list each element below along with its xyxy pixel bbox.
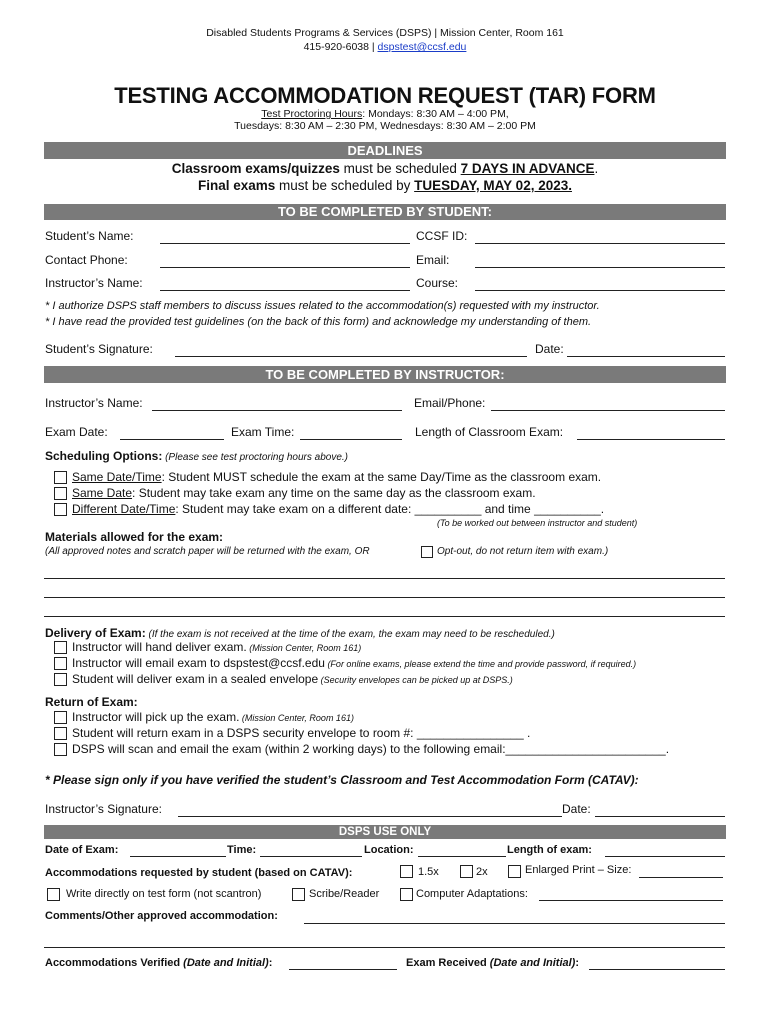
- accommodations-verified-colon: :: [268, 957, 273, 969]
- exam-date-label: Exam Date:: [45, 425, 108, 439]
- opt-out-checkbox[interactable]: [421, 546, 433, 558]
- student-instructor-field[interactable]: [160, 290, 410, 291]
- delivery-label: Delivery of Exam:: [45, 626, 146, 640]
- scan-email-checkbox[interactable]: [54, 743, 67, 756]
- ccsf-id-label: CCSF ID:: [416, 229, 468, 243]
- accommodations-verified-label: [45, 957, 272, 969]
- write-directly-checkbox[interactable]: [47, 888, 60, 901]
- same-date-text: : Student may take exam any time on the same day as the classroom exam.: [132, 486, 536, 500]
- instructor-email-phone-field[interactable]: [491, 410, 725, 411]
- scheduling-options-label: Scheduling Options:: [45, 449, 163, 463]
- student-date-label: Date:: [535, 342, 564, 356]
- comments-label: Comments/Other approved accommodation:: [45, 910, 278, 922]
- scribe-reader-label: Scribe/Reader: [309, 888, 380, 900]
- hand-deliver-text: Instructor will hand deliver exam.: [72, 640, 247, 654]
- deadline-classroom-period: .: [594, 161, 599, 176]
- student-name-label: Student’s Name:: [45, 229, 134, 243]
- opt-out-label: Opt-out, do not return item with exam.): [437, 546, 609, 557]
- exam-length-field[interactable]: [577, 439, 725, 440]
- exam-received-colon: :: [575, 957, 580, 969]
- student-name-field[interactable]: [160, 243, 410, 244]
- deadlines-heading: DEADLINES: [44, 142, 726, 159]
- write-directly-label: Write directly on test form (not scantron): [66, 888, 262, 900]
- student-date-field[interactable]: [567, 356, 725, 357]
- time-1-5x-checkbox[interactable]: [400, 865, 413, 878]
- materials-heading: Materials allowed for the exam:: [45, 530, 224, 544]
- hand-deliver-option: [72, 640, 361, 654]
- student-email-label: Email:: [416, 253, 450, 267]
- deadline-final-label: Final exams: [198, 178, 276, 193]
- proctoring-hours-line2: Tuesdays: 8:30 AM – 2:30 PM, Wednesdays: 8:30 AM – 2:00 PM: [234, 120, 536, 132]
- time-2x-label: 2x: [476, 866, 488, 878]
- course-label: Course:: [416, 276, 459, 290]
- guidelines-statement: * I have read the provided test guidelines (on the back of this form) and acknowledge my understanding of them.: [45, 316, 592, 328]
- computer-adaptations-field[interactable]: [539, 900, 723, 901]
- exam-received-label: [406, 957, 579, 969]
- exam-length-label: Length of Classroom Exam:: [415, 425, 564, 439]
- instructor-signature-label: Instructor’s Signature:: [45, 802, 162, 816]
- different-datetime-checkbox[interactable]: [54, 503, 67, 516]
- sign-verification-note: * Please sign only if you have verified the student’s Classroom and Test Accommodation Form (CATAV):: [45, 773, 639, 787]
- computer-adaptations-checkbox[interactable]: [400, 888, 413, 901]
- accommodations-verified-text: Accommodations Verified: [45, 957, 184, 969]
- scheduling-options-heading: [45, 449, 348, 463]
- different-datetime-label: Different Date/Time: [72, 502, 176, 516]
- delivery-note: (If the exam is not received at the time of the exam, the exam may need to be rescheduled.): [145, 629, 555, 640]
- ccsf-id-field[interactable]: [475, 243, 725, 244]
- dsps-location-field[interactable]: [418, 856, 506, 857]
- scheduling-options-note: (Please see test proctoring hours above.): [162, 452, 348, 463]
- header-email-link[interactable]: dspstest@ccsf.edu: [377, 41, 467, 53]
- dsps-date-of-exam-label: Date of Exam:: [45, 844, 119, 856]
- form-title: TESTING ACCOMMODATION REQUEST (TAR) FORM: [114, 83, 656, 108]
- student-signature-field[interactable]: [175, 356, 527, 357]
- same-datetime-checkbox[interactable]: [54, 471, 67, 484]
- header-office-line: Disabled Students Programs & Services (DSPS) | Mission Center, Room 161: [206, 27, 564, 39]
- same-date-option: [72, 486, 536, 500]
- instructor-name-field[interactable]: [152, 410, 402, 411]
- hand-deliver-checkbox[interactable]: [54, 641, 67, 654]
- same-datetime-option: [72, 470, 601, 484]
- contact-phone-field[interactable]: [160, 267, 410, 268]
- materials-note: (All approved notes and scratch paper will be returned with the exam, OR: [45, 546, 370, 557]
- worked-out-note: (To be worked out between instructor and student): [437, 518, 638, 528]
- dsps-time-label: Time:: [227, 844, 257, 856]
- accommodations-verified-field[interactable]: [289, 969, 397, 970]
- enlarged-print-size-field[interactable]: [639, 877, 723, 878]
- comments-field-2[interactable]: [44, 947, 725, 948]
- scribe-reader-checkbox[interactable]: [292, 888, 305, 901]
- instructor-signature-field[interactable]: [178, 816, 562, 817]
- student-signature-label: Student’s Signature:: [45, 342, 153, 356]
- same-date-checkbox[interactable]: [54, 487, 67, 500]
- instructor-pickup-text: Instructor will pick up the exam.: [72, 710, 240, 724]
- same-datetime-text: : Student MUST schedule the exam at the same Day/Time as the classroom exam.: [161, 470, 602, 484]
- materials-line-2[interactable]: [44, 597, 725, 598]
- deadline-final: [0, 178, 770, 193]
- authorization-statement: * I authorize DSPS staff members to discuss issues related to the accommodation(s) requested with my instructor.: [45, 300, 600, 312]
- accommodations-requested-label: Accommodations requested by student (based on CATAV):: [45, 867, 353, 879]
- email-exam-option: [72, 656, 636, 670]
- different-datetime-text: : Student may take exam on a different date: __________ and time __________.: [175, 502, 605, 516]
- instructor-date-label: Date:: [562, 802, 591, 816]
- materials-line-3[interactable]: [44, 616, 725, 617]
- hand-deliver-note: (Mission Center, Room 161): [246, 643, 362, 653]
- same-datetime-label: Same Date/Time: [72, 470, 162, 484]
- email-exam-note: (For online exams, please extend the time and provide password, if required.): [324, 659, 637, 669]
- dsps-time-field[interactable]: [260, 856, 362, 857]
- dsps-date-of-exam-field[interactable]: [130, 856, 226, 857]
- instructor-name-label: Instructor’s Name:: [45, 396, 143, 410]
- student-email-field[interactable]: [475, 267, 725, 268]
- exam-time-label: Exam Time:: [231, 425, 295, 439]
- deadline-final-date: TUESDAY, MAY 02, 2023.: [414, 178, 572, 193]
- same-date-label: Same Date: [72, 486, 133, 500]
- proctoring-hours-line1: [0, 108, 770, 120]
- enlarged-print-label: Enlarged Print – Size:: [525, 864, 632, 876]
- exam-received-text: Exam Received: [406, 957, 490, 969]
- student-instructor-label: Instructor’s Name:: [45, 276, 143, 290]
- dsps-length-label: Length of exam:: [507, 844, 592, 856]
- course-field[interactable]: [475, 290, 725, 291]
- deadline-classroom: [0, 161, 770, 176]
- return-heading: Return of Exam:: [45, 695, 138, 709]
- instructor-pickup-note: (Mission Center, Room 161): [239, 713, 354, 723]
- sealed-envelope-note: (Security envelopes can be picked up at DSPS.): [318, 675, 513, 685]
- instructor-email-phone-label: Email/Phone:: [414, 396, 486, 410]
- exam-received-note: (Date and Initial): [489, 957, 576, 969]
- deadline-classroom-label: Classroom exams/quizzes: [171, 161, 340, 176]
- time-1-5x-label: 1.5x: [418, 866, 439, 878]
- header-phone: 415-920-6038 |: [303, 41, 378, 53]
- sealed-envelope-option: [72, 672, 513, 686]
- email-exam-text: Instructor will email exam to dspstest@ccsf.edu: [72, 656, 325, 670]
- deadline-classroom-days: 7 DAYS IN ADVANCE: [460, 161, 595, 176]
- exam-time-field[interactable]: [300, 439, 402, 440]
- enlarged-print-checkbox[interactable]: [508, 865, 521, 878]
- email-exam-checkbox[interactable]: [54, 657, 67, 670]
- computer-adaptations-label: Computer Adaptations:: [416, 888, 528, 900]
- delivery-heading: [45, 626, 555, 640]
- exam-received-field[interactable]: [589, 969, 725, 970]
- instructor-pickup-option: [72, 710, 354, 724]
- dsps-length-field[interactable]: [605, 856, 725, 857]
- instructor-date-field[interactable]: [595, 816, 725, 817]
- proctoring-hours-label: Test Proctoring Hours: [261, 108, 363, 120]
- comments-field-1[interactable]: [304, 923, 725, 924]
- deadline-classroom-text: must be scheduled: [339, 161, 461, 176]
- time-2x-checkbox[interactable]: [460, 865, 473, 878]
- instructor-pickup-checkbox[interactable]: [54, 711, 67, 724]
- materials-line-1[interactable]: [44, 578, 725, 579]
- sealed-envelope-text: Student will deliver exam in a sealed envelope: [72, 672, 319, 686]
- student-section-heading: TO BE COMPLETED BY STUDENT:: [44, 204, 726, 220]
- accommodations-verified-note: (Date and Initial): [183, 957, 269, 969]
- deadline-final-text: must be scheduled by: [275, 178, 415, 193]
- scan-email-option: DSPS will scan and email the exam (within 2 working days) to the following email:________________________.: [72, 742, 670, 756]
- exam-date-field[interactable]: [120, 439, 224, 440]
- proctoring-hours-monday: : Mondays: 8:30 AM – 4:00 PM,: [362, 108, 509, 120]
- different-datetime-option: [72, 502, 604, 516]
- sealed-envelope-checkbox[interactable]: [54, 673, 67, 686]
- contact-phone-label: Contact Phone:: [45, 253, 128, 267]
- security-envelope-option: Student will return exam in a DSPS security envelope to room #: ________________ .: [72, 726, 531, 740]
- security-envelope-checkbox[interactable]: [54, 727, 67, 740]
- dsps-use-only-heading: DSPS USE ONLY: [44, 825, 726, 839]
- dsps-location-label: Location:: [364, 844, 414, 856]
- instructor-section-heading: TO BE COMPLETED BY INSTRUCTOR:: [44, 366, 726, 383]
- header-contact-line: [0, 41, 770, 53]
